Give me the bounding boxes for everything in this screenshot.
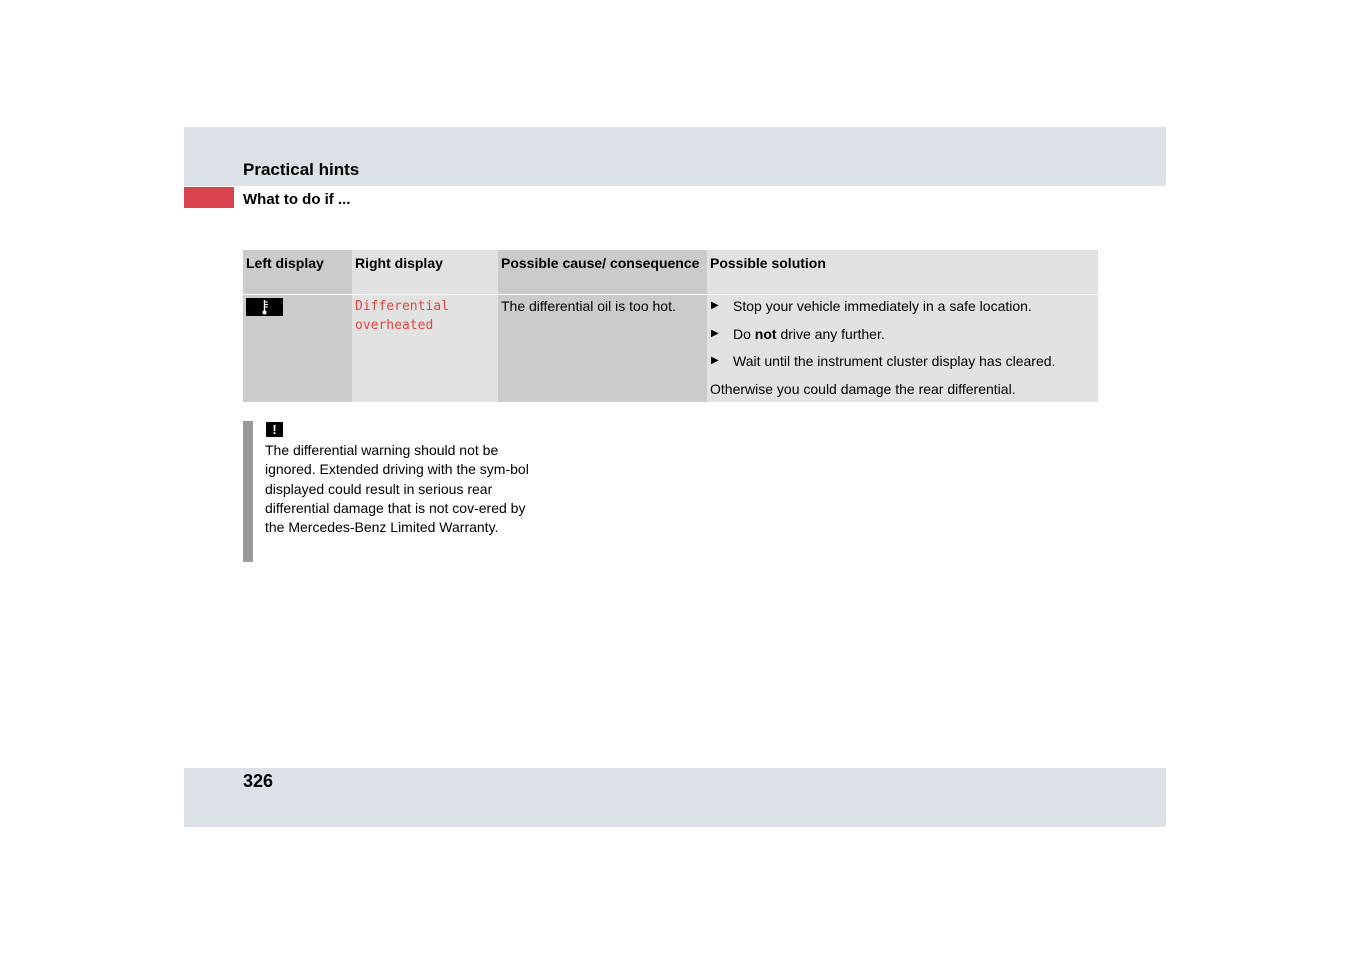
section-marker-tab <box>184 187 234 208</box>
cause-text: The differential oil is too hot. <box>501 298 676 314</box>
solution-note: Otherwise you could damage the rear differential. <box>710 380 1016 397</box>
column-header-right-display: Right display <box>352 250 498 294</box>
right-display-message: Differential overheated <box>355 299 449 333</box>
table-row <box>243 295 1098 402</box>
bullet-arrow-icon: ▶ <box>711 327 719 339</box>
warning-note <box>243 421 533 562</box>
table-header-row <box>243 250 1098 294</box>
warning-exclamation-icon: ! <box>266 422 283 437</box>
column-header-left-display: Left display <box>243 250 352 294</box>
right-display-cell <box>352 295 498 402</box>
page-number: 326 <box>243 771 274 791</box>
solution-step-text: drive any further. <box>776 325 885 342</box>
solution-step-text: Stop your vehicle immediately in a safe location. <box>733 298 1032 314</box>
solution-step <box>710 296 1095 324</box>
warning-note-text: The differential warning should not be ignored. Extended driving with the sym-bol displayed could result in serious rear differential damage that is not cov-ered by the Mercedes-Benz Limited Warranty. <box>265 442 529 536</box>
solution-steps <box>710 296 1095 379</box>
solution-step-text: Wait until the instrument cluster display has cleared. <box>733 353 1056 369</box>
note-side-bar <box>243 421 253 562</box>
bullet-arrow-icon: ▶ <box>711 300 719 311</box>
column-header-solution: Possible solution <box>707 250 1098 294</box>
bullet-arrow-icon: ▶ <box>711 355 719 366</box>
left-display-cell <box>243 295 352 402</box>
solution-step-text: Do <box>733 325 755 342</box>
solution-step <box>710 351 1095 379</box>
subsection-title: What to do if ... <box>243 191 351 208</box>
solution-step <box>710 324 1095 352</box>
differential-temperature-icon <box>246 298 283 316</box>
column-header-cause: Possible cause/ consequence <box>498 250 707 294</box>
solution-step-emphasis: not <box>754 325 777 342</box>
display-messages-table <box>243 250 1098 402</box>
footer-band <box>184 768 1166 827</box>
cause-cell <box>498 295 707 402</box>
solution-cell <box>707 295 1098 402</box>
section-title: Practical hints <box>243 160 360 179</box>
